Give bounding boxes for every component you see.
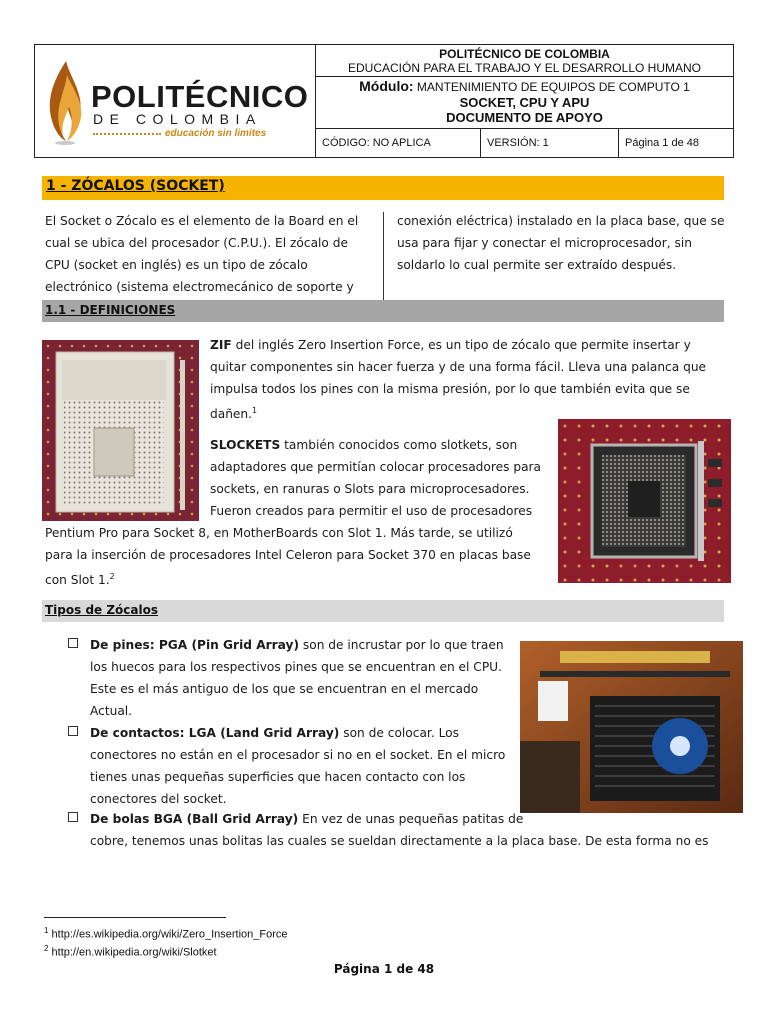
section-heading-bar — [42, 176, 724, 200]
doc-type: DOCUMENTO DE APOYO — [446, 110, 603, 125]
subsection-heading-bar-light — [42, 600, 724, 622]
slocket-text: también conocidos como slotkets, son — [284, 438, 518, 452]
subsection-heading-bar — [42, 300, 724, 322]
slocket-term: SLOCKETS — [210, 438, 281, 452]
subsection-title: 1.1 - DEFINICIONES — [45, 303, 176, 317]
motherboard-photo — [520, 641, 743, 813]
logo-tagline: educación sin limites — [165, 128, 267, 139]
slocket-line: para la inserción de procesadores Intel Celeron para Socket 370 en placas base — [45, 548, 531, 562]
lga-term: De contactos: LGA (Land Grid Array) — [90, 726, 340, 740]
pga-line — [68, 634, 508, 656]
intro-line: soldarlo lo cual permite ser extraído después. — [397, 258, 677, 272]
slocket-definition — [210, 434, 550, 522]
document-header — [34, 44, 734, 158]
slocket-line: sockets, en ranuras o Slots para microprocesadores. — [210, 482, 530, 496]
bga-text: En vez de unas pequeñas patitas de — [302, 812, 524, 826]
intro-line: usa para fijar y conectar el microprocesador, sin — [397, 236, 692, 250]
module-name: MANTENIMIENTO DE EQUIPOS DE COMPUTO 1 — [416, 80, 690, 94]
footnote-ref: 2 — [109, 572, 115, 581]
lga-socket-photo — [558, 419, 731, 583]
pga-line: los huecos para los respectivos pines que se encuentran en el CPU. — [90, 660, 502, 674]
footnote-number: 2 — [44, 944, 49, 953]
bga-line: cobre, tenemos unas bolitas las cuales se sueldan directamente a la placa base. De esta forma no es — [90, 834, 709, 848]
intro-line: conexión eléctrica) instalado en la placa base, que se — [397, 214, 725, 228]
pga-term: De pines: PGA (Pin Grid Array) — [90, 638, 300, 652]
intro-line: El Socket o Zócalo es el elemento de la Board en el — [45, 214, 359, 228]
lga-line — [68, 722, 508, 744]
section-title: 1 - ZÓCALOS (SOCKET) — [46, 178, 225, 194]
bullet-checkbox-icon — [68, 638, 78, 648]
intro-column-left — [45, 210, 380, 298]
footnote-1 — [44, 926, 288, 941]
bga-line — [68, 808, 728, 830]
pga-item — [68, 634, 508, 722]
footnote-link[interactable]: http://en.wikipedia.org/wiki/Slotket — [51, 946, 217, 959]
module-label: Módulo: — [359, 78, 414, 94]
lga-line: tienes unas pequeñas superficies que hacen contacto con los — [90, 770, 466, 784]
code-cell: CÓDIGO: NO APLICA — [316, 129, 481, 157]
logo-subtitle: DE COLOMBIA — [93, 111, 262, 127]
pga-line: Este es el más antiguo de los que se encuentran en el mercado — [90, 682, 479, 696]
page-cell: Página 1 de 48 — [625, 137, 700, 149]
logo-dotted-line — [93, 133, 161, 135]
logo-wordmark: POLITÉCNICO — [91, 79, 309, 114]
institution-name: POLITÉCNICO DE COLOMBIA — [439, 47, 610, 61]
pga-text: son de incrustar por lo que traen — [302, 638, 504, 652]
zif-line: quitar componentes sin hacer fuerza y de una forma fácil. Lleva una palanca que — [210, 360, 707, 374]
bga-item — [68, 808, 728, 852]
footnote-2 — [44, 944, 217, 959]
slocket-line: adaptadores que permitían colocar procesadores para — [210, 460, 542, 474]
pga-line: Actual. — [90, 704, 133, 718]
slocket-line: Fueron creados para permitir el uso de procesadores — [210, 504, 533, 518]
bga-term: De bolas BGA (Ball Grid Array) — [90, 812, 299, 826]
topic-title: SOCKET, CPU Y APU — [459, 95, 590, 110]
page-number-footer: Página 1 de 48 — [333, 962, 435, 976]
lga-text: son de colocar. Los — [343, 726, 459, 740]
institution-subtitle: EDUCACIÓN PARA EL TRABAJO Y EL DESARROLLO HUMANO — [348, 61, 701, 75]
slocket-line: Pentium Pro para Socket 8, en MotherBoards con Slot 1. Más tarde, se utilizó — [45, 526, 513, 540]
flame-logo-icon — [43, 59, 89, 147]
tipos-title: Tipos de Zócalos — [45, 603, 159, 617]
zif-text: dañen. — [210, 407, 253, 422]
zif-socket-photo — [42, 340, 199, 521]
lga-item — [68, 722, 508, 810]
version-cell: VERSIÓN: 1 — [481, 129, 619, 157]
intro-line: cual se ubica del procesador (C.P.U.). El zócalo de — [45, 236, 348, 250]
zif-line — [210, 334, 730, 356]
column-divider — [383, 212, 384, 300]
header-institution — [316, 45, 733, 77]
footnote-number: 1 — [44, 926, 49, 935]
zif-term: ZIF — [210, 338, 232, 352]
footnote-link[interactable]: http://es.wikipedia.org/wiki/Zero_Insertion_Force — [51, 928, 288, 941]
zif-text: del inglés Zero Insertion Force, es un tipo de zócalo que permite insertar y — [235, 338, 691, 352]
intro-line: electrónico (sistema electromecánico de soporte y — [45, 280, 354, 294]
zif-line: impulsa todos los pines con la misma presión, por lo que también evita que se — [210, 382, 690, 396]
slocket-line — [210, 434, 550, 456]
bullet-checkbox-icon — [68, 726, 78, 736]
lga-line: conectores no están en el procesador si no en el socket. En el micro — [90, 748, 506, 762]
slocket-continuation — [45, 522, 555, 591]
header-meta — [316, 129, 733, 157]
footnote-ref: 1 — [252, 406, 258, 415]
zif-definition — [210, 334, 730, 425]
slocket-line — [45, 566, 555, 591]
bullet-checkbox-icon — [68, 812, 78, 822]
intro-line: CPU (socket en inglés) es un tipo de zócalo — [45, 258, 308, 272]
slocket-text: con Slot 1. — [45, 573, 110, 588]
footnote-separator — [44, 917, 226, 918]
lga-line: conectores del socket. — [90, 792, 227, 806]
intro-column-right — [397, 210, 727, 276]
logo-cell — [35, 45, 316, 157]
header-module — [316, 77, 733, 129]
